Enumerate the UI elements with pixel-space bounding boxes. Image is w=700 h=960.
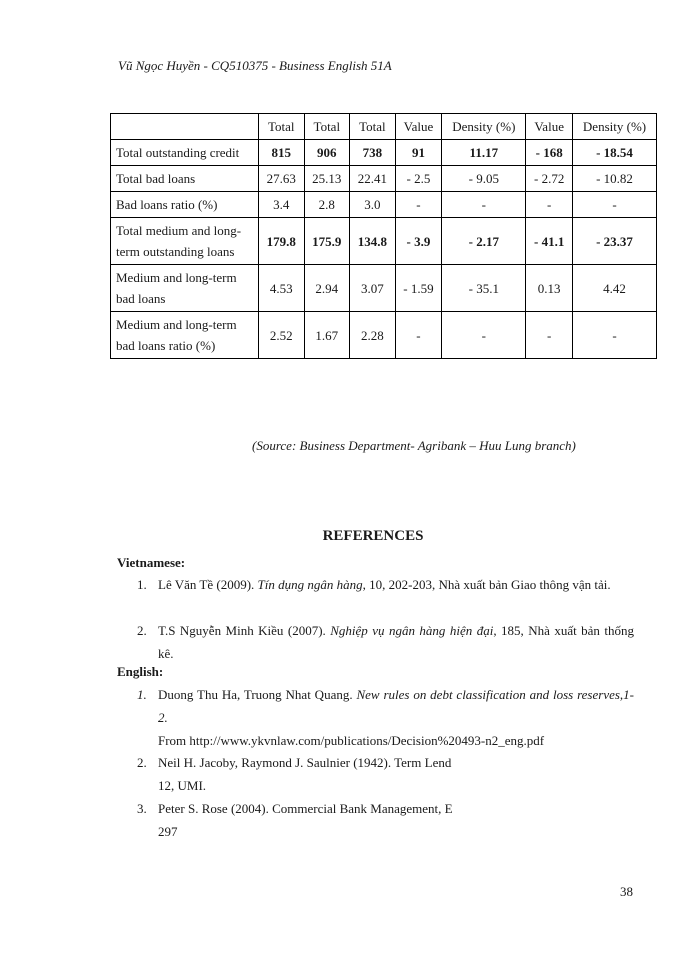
table-cell: 2.94 — [304, 265, 350, 312]
page-number: 38 — [620, 884, 633, 899]
table-cell: 11.17 — [442, 140, 526, 166]
column-header — [111, 114, 259, 140]
table-cell: 3.0 — [350, 192, 396, 218]
table-row — [111, 265, 657, 312]
table-cell: - — [442, 192, 526, 218]
table-cell: - — [526, 192, 573, 218]
column-header: Density (%) — [573, 114, 657, 140]
reference-number: 1. — [137, 687, 147, 702]
table-cell: - — [573, 192, 657, 218]
table-cell: 2.52 — [259, 312, 305, 359]
reference-text-line: 297 — [158, 824, 178, 839]
table-row — [111, 312, 657, 359]
table-cell: - 3.9 — [395, 218, 442, 265]
table-cell: 91 — [395, 140, 442, 166]
table-cell: - 1.59 — [395, 265, 442, 312]
table-row — [111, 218, 657, 265]
table-cell: 2.28 — [350, 312, 396, 359]
reference-item: 1. Duong Thu Ha, Truong Nhat Quang. New rules on debt classification and loss reserves,1-2. From http://www.ykvnlaw.com/publications/Decision%20493-n2_eng.pdf — [137, 683, 634, 752]
table-cell: 175.9 — [304, 218, 350, 265]
table-cell: - 9.05 — [442, 166, 526, 192]
running-header: Vũ Ngọc Huyền - CQ510375 - Business English 51A — [118, 58, 392, 73]
reference-title: Tín dụng ngân hàng — [257, 577, 363, 592]
table-cell: - 10.82 — [573, 166, 657, 192]
reference-item: 1. Lê Văn Tề (2009). Tín dụng ngân hàng, 10, 202-203, Nhà xuất bản Giao thông vận tải. — [137, 573, 634, 596]
column-header: Total — [350, 114, 396, 140]
row-label: Total medium and long-term outstanding loans — [111, 218, 259, 265]
row-label: Total bad loans — [111, 166, 259, 192]
table-header-row — [111, 114, 657, 140]
reference-text-line: Neil H. Jacoby, Raymond J. Saulnier (1942). Term Lend — [158, 755, 452, 770]
table-row — [111, 140, 657, 166]
column-header: Value — [395, 114, 442, 140]
reference-title: Nghiệp vụ ngân hàng hiện đại — [330, 623, 494, 638]
table-cell: - 23.37 — [573, 218, 657, 265]
reference-item: 2. T.S Nguyễn Minh Kiều (2007). Nghiệp vụ ngân hàng hiện đại, 185, Nhà xuất bản thống kê. — [137, 619, 634, 665]
table-cell: - 18.54 — [573, 140, 657, 166]
table-cell: - — [395, 312, 442, 359]
reference-item — [137, 751, 634, 797]
table-cell: 27.63 — [259, 166, 305, 192]
reference-item — [137, 797, 634, 843]
reference-text-line: 12, UMI. — [158, 778, 207, 793]
table-cell: 4.53 — [259, 265, 305, 312]
table-cell: - 2.17 — [442, 218, 526, 265]
column-header: Total — [259, 114, 305, 140]
loan-statistics-table — [110, 113, 657, 359]
vietnamese-label: Vietnamese: — [117, 555, 186, 570]
table-cell: 2.8 — [304, 192, 350, 218]
table-row — [111, 192, 657, 218]
references-heading: REFERENCES — [322, 528, 424, 544]
reference-number: 2. — [137, 755, 147, 770]
table-cell: - 2.72 — [526, 166, 573, 192]
reference-title: New rules on debt classification and loss reserves,1-2 — [158, 687, 635, 725]
reference-text-line: Peter S. Rose (2004). Commercial Bank Management, E — [158, 801, 453, 816]
table-cell: 179.8 — [259, 218, 305, 265]
row-label: Bad loans ratio (%) — [111, 192, 259, 218]
table-cell: - — [442, 312, 526, 359]
table-cell: 22.41 — [350, 166, 396, 192]
table-cell: 738 — [350, 140, 396, 166]
column-header: Value — [526, 114, 573, 140]
row-label: Total outstanding credit — [111, 140, 259, 166]
table-cell: 906 — [304, 140, 350, 166]
table-cell: 134.8 — [350, 218, 396, 265]
reference-number: 2. — [137, 623, 147, 638]
reference-url[interactable]: From http://www.ykvnlaw.com/publications/Decision%20493-n2_eng.pdf — [158, 733, 545, 748]
table-cell: - 35.1 — [442, 265, 526, 312]
table-cell: 3.4 — [259, 192, 305, 218]
table-cell: 1.67 — [304, 312, 350, 359]
table-source-note: (Source: Business Department- Agribank – Huu Lung branch) — [252, 438, 576, 453]
reference-number: 1. — [137, 577, 147, 592]
english-label: English: — [117, 664, 164, 679]
table-cell: 4.42 — [573, 265, 657, 312]
table-cell: - 2.5 — [395, 166, 442, 192]
table-cell: 25.13 — [304, 166, 350, 192]
table-cell: 0.13 — [526, 265, 573, 312]
table-cell: - — [573, 312, 657, 359]
table-cell: - 41.1 — [526, 218, 573, 265]
table-cell: - 168 — [526, 140, 573, 166]
row-label: Medium and long-term bad loans — [111, 265, 259, 312]
table-cell: - — [395, 192, 442, 218]
reference-number: 3. — [137, 801, 147, 816]
table-row — [111, 166, 657, 192]
table-cell: 3.07 — [350, 265, 396, 312]
table-cell: 815 — [259, 140, 305, 166]
row-label: Medium and long-term bad loans ratio (%) — [111, 312, 259, 359]
column-header: Total — [304, 114, 350, 140]
column-header: Density (%) — [442, 114, 526, 140]
table-cell: - — [526, 312, 573, 359]
